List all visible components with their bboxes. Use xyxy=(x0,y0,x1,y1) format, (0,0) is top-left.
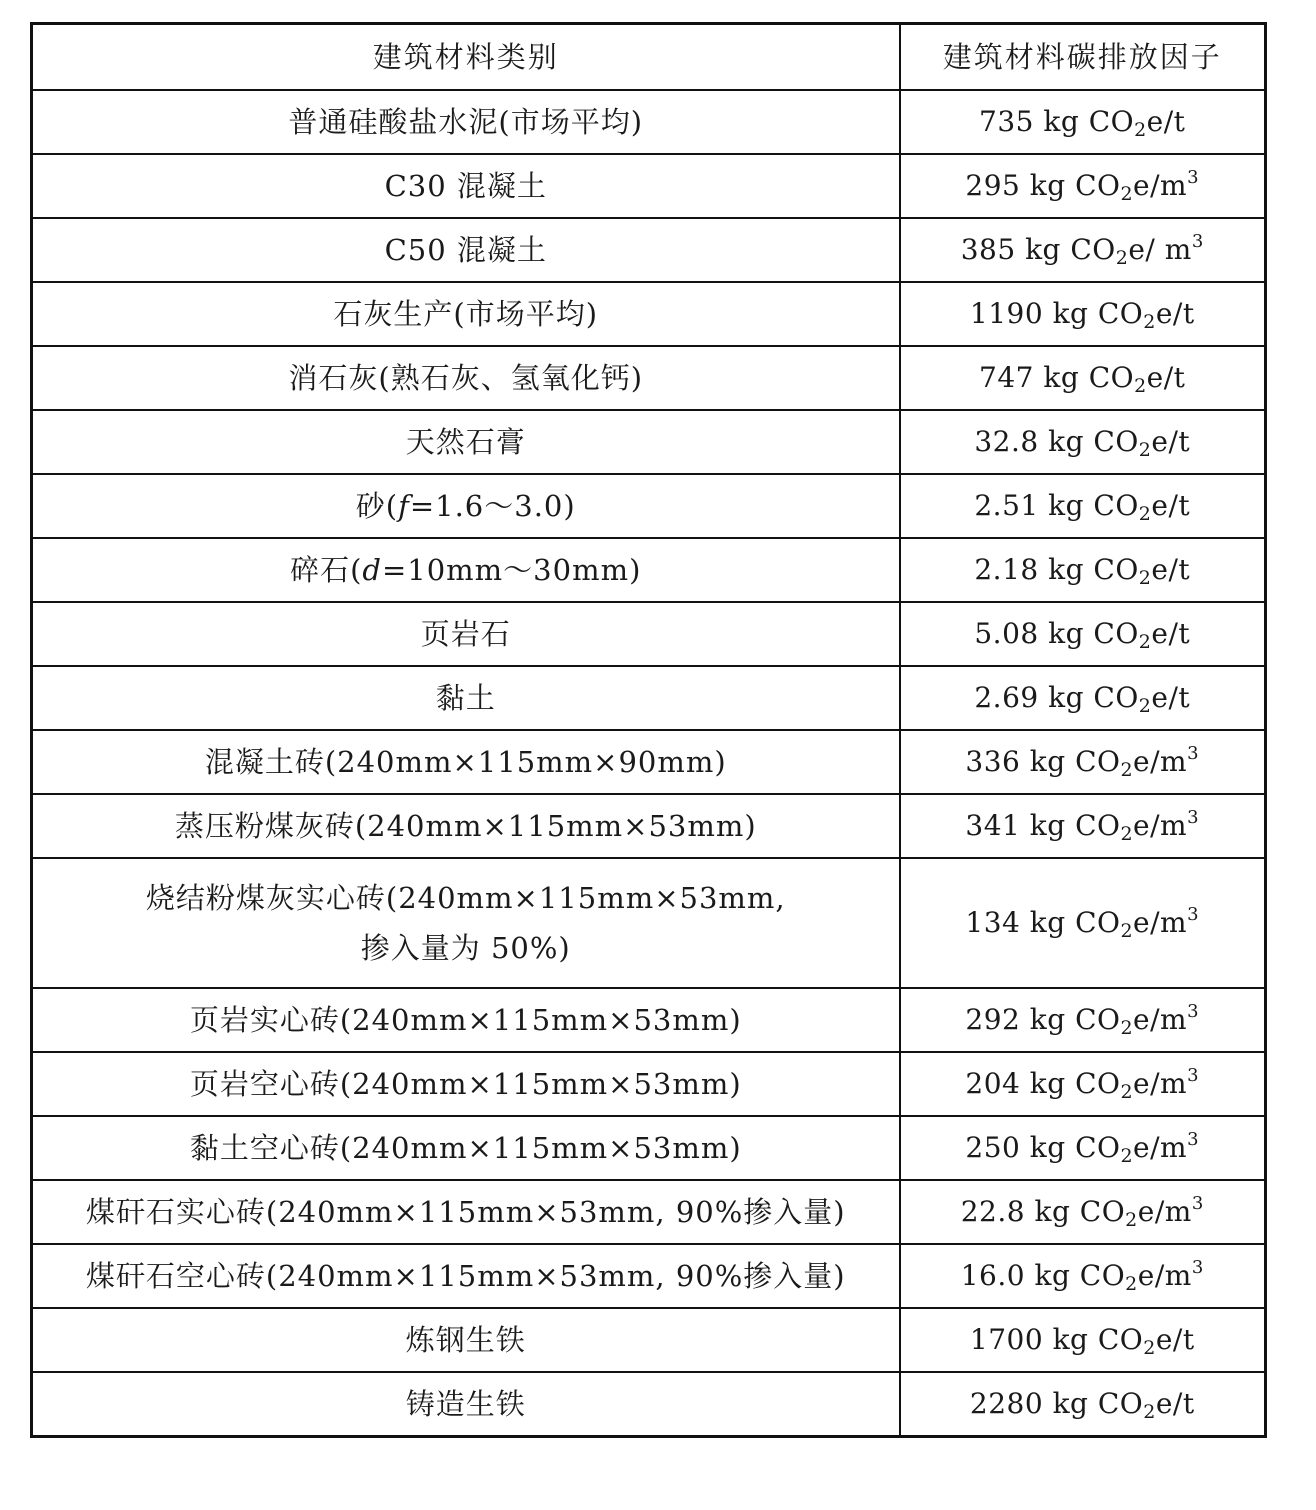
table-row xyxy=(32,1052,1266,1116)
emission-factor xyxy=(900,474,1266,538)
unit-superscript: 3 xyxy=(1187,167,1200,188)
unit-subscript: 2 xyxy=(1134,375,1147,397)
unit-suffix: e/t xyxy=(1146,105,1186,138)
unit-subscript: 2 xyxy=(1120,920,1134,942)
unit-subscript: 2 xyxy=(1120,183,1134,205)
unit-prefix: kg CO xyxy=(1029,745,1121,778)
unit-prefix: kg CO xyxy=(1048,617,1139,650)
table-row xyxy=(32,218,1266,282)
unit-subscript: 2 xyxy=(1120,1145,1134,1167)
unit-suffix: e/t xyxy=(1151,553,1191,586)
table-row xyxy=(32,154,1266,218)
unit-superscript: 3 xyxy=(1187,904,1200,925)
unit-superscript: 3 xyxy=(1187,1065,1200,1086)
unit-subscript: 2 xyxy=(1120,1081,1134,1103)
unit-prefix: kg CO xyxy=(1048,681,1139,714)
material-category xyxy=(32,474,900,538)
header-category: 建筑材料类别 xyxy=(32,24,900,91)
unit-prefix: kg CO xyxy=(1029,1131,1121,1164)
material-category: 混凝土砖(240mm×115mm×90mm) xyxy=(32,730,900,794)
unit-suffix: e/m xyxy=(1133,809,1188,842)
emission-factor xyxy=(900,538,1266,602)
table-body xyxy=(32,90,1266,1437)
table-row xyxy=(32,1244,1266,1308)
table-row xyxy=(32,90,1266,154)
table-row xyxy=(32,858,1266,988)
factor-value: 2.69 xyxy=(974,681,1039,714)
unit-prefix: kg CO xyxy=(1048,425,1139,458)
category-text: =1.6～3.0) xyxy=(409,489,576,523)
material-category: 蒸压粉煤灰砖(240mm×115mm×53mm) xyxy=(32,794,900,858)
material-category: 黏土 xyxy=(32,666,900,730)
table-row xyxy=(32,730,1266,794)
category-text: 砂( xyxy=(355,489,399,523)
factor-value: 32.8 xyxy=(974,425,1039,458)
category-text: =10mm～30mm) xyxy=(381,553,642,587)
emission-factor xyxy=(900,154,1266,218)
emission-factor xyxy=(900,1180,1266,1244)
emission-factor xyxy=(900,410,1266,474)
material-category xyxy=(32,538,900,602)
unit-suffix: e/m xyxy=(1137,1259,1192,1292)
unit-suffix: e/m xyxy=(1133,169,1188,202)
factor-value: 341 xyxy=(965,809,1021,842)
unit-suffix: e/m xyxy=(1133,745,1188,778)
unit-subscript: 2 xyxy=(1120,759,1134,781)
material-category: 炼钢生铁 xyxy=(32,1308,900,1372)
unit-superscript: 3 xyxy=(1187,743,1200,764)
factor-value: 5.08 xyxy=(974,617,1039,650)
table-row xyxy=(32,988,1266,1052)
unit-suffix: e/m xyxy=(1133,906,1188,939)
table-row xyxy=(32,474,1266,538)
table-row xyxy=(32,794,1266,858)
material-category: C30 混凝土 xyxy=(32,154,900,218)
unit-prefix: kg CO xyxy=(1034,1195,1126,1228)
unit-superscript: 3 xyxy=(1191,231,1204,252)
unit-prefix: kg CO xyxy=(1043,105,1135,138)
unit-prefix: kg CO xyxy=(1029,169,1121,202)
unit-suffix: e/t xyxy=(1155,1387,1195,1420)
table-row xyxy=(32,666,1266,730)
table-row xyxy=(32,1308,1266,1372)
factor-value: 134 xyxy=(965,906,1021,939)
unit-subscript: 2 xyxy=(1120,823,1134,845)
factor-value: 2.51 xyxy=(974,489,1039,522)
unit-subscript: 2 xyxy=(1115,247,1129,269)
unit-suffix: e/m xyxy=(1137,1195,1192,1228)
carbon-factor-table xyxy=(30,22,1267,1438)
unit-subscript: 2 xyxy=(1138,567,1152,589)
table-row xyxy=(32,538,1266,602)
emission-factor xyxy=(900,730,1266,794)
material-category: 页岩石 xyxy=(32,602,900,666)
unit-subscript: 2 xyxy=(1125,1209,1138,1231)
unit-subscript: 2 xyxy=(1143,311,1156,333)
material-category: 石灰生产(市场平均) xyxy=(32,282,900,346)
table-header-row xyxy=(32,24,1266,91)
header-factor: 建筑材料碳排放因子 xyxy=(900,24,1266,91)
unit-suffix: e/t xyxy=(1146,361,1186,394)
unit-prefix: kg CO xyxy=(1025,233,1116,266)
material-category: 黏土空心砖(240mm×115mm×53mm) xyxy=(32,1116,900,1180)
diameter-variable: d xyxy=(362,553,382,587)
emission-factor xyxy=(900,1244,1266,1308)
emission-factor xyxy=(900,602,1266,666)
unit-suffix: e/ m xyxy=(1128,233,1192,266)
emission-factor xyxy=(900,988,1266,1052)
factor-value: 204 xyxy=(965,1067,1021,1100)
unit-prefix: kg CO xyxy=(1029,809,1121,842)
unit-prefix: kg CO xyxy=(1048,553,1139,586)
unit-prefix: kg CO xyxy=(1052,1323,1144,1356)
category-line-2: 掺入量为 50%) xyxy=(360,931,571,965)
unit-subscript: 2 xyxy=(1143,1337,1156,1359)
material-category: 天然石膏 xyxy=(32,410,900,474)
unit-suffix: e/t xyxy=(1151,681,1191,714)
emission-factor xyxy=(900,346,1266,410)
unit-prefix: kg CO xyxy=(1048,489,1139,522)
unit-superscript: 3 xyxy=(1191,1257,1204,1278)
unit-suffix: e/t xyxy=(1151,425,1191,458)
unit-subscript: 2 xyxy=(1138,439,1152,461)
emission-factor xyxy=(900,666,1266,730)
emission-factor xyxy=(900,794,1266,858)
material-category: 页岩实心砖(240mm×115mm×53mm) xyxy=(32,988,900,1052)
unit-prefix: kg CO xyxy=(1029,906,1121,939)
unit-suffix: e/t xyxy=(1151,489,1191,522)
unit-suffix: e/t xyxy=(1155,1323,1195,1356)
factor-value: 1700 xyxy=(969,1323,1044,1356)
unit-suffix: e/m xyxy=(1133,1003,1188,1036)
factor-value: 22.8 xyxy=(960,1195,1026,1228)
category-line-1: 烧结粉煤灰实心砖(240mm×115mm×53mm, xyxy=(145,881,786,915)
fineness-variable: f xyxy=(398,489,410,523)
unit-prefix: kg CO xyxy=(1052,297,1144,330)
table-row xyxy=(32,1372,1266,1437)
unit-prefix: kg CO xyxy=(1034,1259,1126,1292)
factor-value: 2.18 xyxy=(974,553,1039,586)
material-category: 煤矸石实心砖(240mm×115mm×53mm, 90%掺入量) xyxy=(32,1180,900,1244)
material-category: 煤矸石空心砖(240mm×115mm×53mm, 90%掺入量) xyxy=(32,1244,900,1308)
unit-subscript: 2 xyxy=(1138,503,1152,525)
unit-subscript: 2 xyxy=(1125,1273,1138,1295)
unit-subscript: 2 xyxy=(1138,695,1152,717)
material-category: 消石灰(熟石灰、氢氧化钙) xyxy=(32,346,900,410)
factor-value: 1190 xyxy=(969,297,1044,330)
unit-superscript: 3 xyxy=(1191,1193,1204,1214)
factor-value: 735 xyxy=(979,105,1034,138)
material-category: 普通硅酸盐水泥(市场平均) xyxy=(32,90,900,154)
table-row xyxy=(32,410,1266,474)
table-row xyxy=(32,1116,1266,1180)
category-text: 碎石( xyxy=(290,553,363,587)
unit-prefix: kg CO xyxy=(1029,1003,1121,1036)
emission-factor xyxy=(900,1116,1266,1180)
unit-prefix: kg CO xyxy=(1029,1067,1121,1100)
emission-factor xyxy=(900,1308,1266,1372)
unit-superscript: 3 xyxy=(1187,807,1200,828)
factor-value: 292 xyxy=(965,1003,1021,1036)
table-row xyxy=(32,282,1266,346)
emission-factor xyxy=(900,218,1266,282)
factor-value: 2280 xyxy=(969,1387,1044,1420)
unit-suffix: e/m xyxy=(1133,1067,1188,1100)
factor-value: 250 xyxy=(965,1131,1021,1164)
unit-prefix: kg CO xyxy=(1052,1387,1144,1420)
unit-suffix: e/t xyxy=(1151,617,1191,650)
factor-value: 295 xyxy=(965,169,1021,202)
material-category: C50 混凝土 xyxy=(32,218,900,282)
material-category: 铸造生铁 xyxy=(32,1372,900,1437)
material-category xyxy=(32,858,900,988)
unit-suffix: e/m xyxy=(1133,1131,1188,1164)
factor-value: 336 xyxy=(965,745,1021,778)
material-category: 页岩空心砖(240mm×115mm×53mm) xyxy=(32,1052,900,1116)
emission-factor xyxy=(900,90,1266,154)
unit-subscript: 2 xyxy=(1143,1401,1156,1423)
unit-superscript: 3 xyxy=(1187,1001,1200,1022)
factor-value: 385 xyxy=(960,233,1016,266)
unit-subscript: 2 xyxy=(1138,631,1152,653)
carbon-factor-table-container xyxy=(30,22,1264,1438)
unit-suffix: e/t xyxy=(1155,297,1195,330)
emission-factor xyxy=(900,282,1266,346)
unit-subscript: 2 xyxy=(1120,1017,1134,1039)
unit-prefix: kg CO xyxy=(1043,361,1135,394)
table-row xyxy=(32,346,1266,410)
table-row xyxy=(32,1180,1266,1244)
table-row xyxy=(32,602,1266,666)
emission-factor xyxy=(900,858,1266,988)
unit-subscript: 2 xyxy=(1134,119,1147,141)
unit-superscript: 3 xyxy=(1187,1129,1200,1150)
factor-value: 16.0 xyxy=(960,1259,1026,1292)
emission-factor xyxy=(900,1372,1266,1437)
factor-value: 747 xyxy=(979,361,1034,394)
emission-factor xyxy=(900,1052,1266,1116)
